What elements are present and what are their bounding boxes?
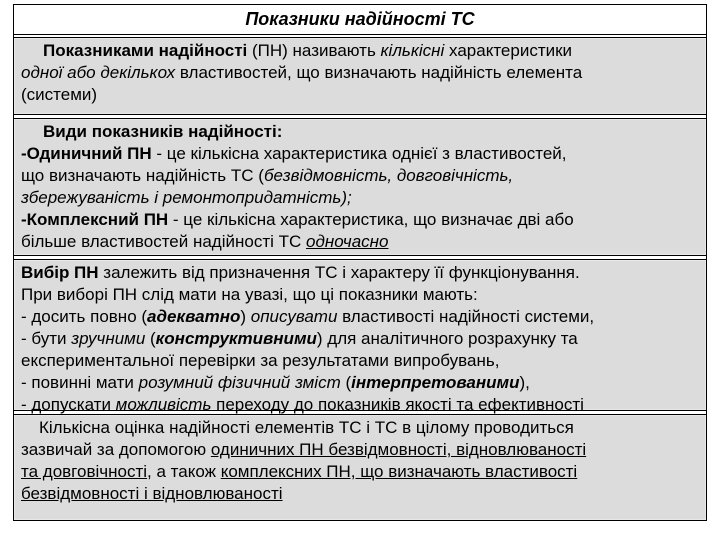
definition-line-3: (системи) — [21, 85, 98, 104]
assessment-line-1: Кількісна оцінка надійності елементів ТС і ТС в цілому проводиться — [39, 418, 574, 437]
selection-line-1: Вибір ПН залежить від призначення ТС і характеру її функціонування. — [21, 263, 580, 282]
single-line-1: -Одиничний ПН - це кількісна характеристика однієї з властивостей, — [21, 144, 567, 163]
types-block — [13, 118, 707, 256]
assessment-line-2: зазвичай за допомогою одиничних ПН безвідмовності, відновлюваності — [21, 440, 587, 459]
term-bold: Показниками надійності — [43, 41, 248, 60]
selection-block — [13, 259, 707, 414]
types-heading: Види показників надійності: — [43, 122, 283, 141]
assessment-line-4: безвідмовності і відновлюваності — [21, 484, 283, 503]
single-line-3: збережуваність і ремонтопридатність); — [21, 188, 352, 207]
selection-line-7: - допускати можливість переходу до показників якості та ефективності — [21, 395, 584, 414]
definition-line-2: одної або декількох властивостей, що визначають надійність елемента — [21, 63, 583, 82]
selection-line-2: При виборі ПН слід мати на увазі, що ці показники мають: — [21, 285, 478, 304]
selection-line-6: - повинні мати розумний фізичний зміст (інтерпретованими), — [21, 373, 530, 392]
complex-line-2: більше властивостей надійності ТС одночасно — [21, 232, 389, 251]
selection-line-3: - досить повно (адекватно) описувати властивості надійності системи, — [21, 307, 595, 326]
single-line-2: що визначають надійність ТС (безвідмовність, довговічність, — [21, 166, 514, 185]
selection-line-5: експериментальної перевірки за результатами випробувань, — [21, 351, 500, 370]
assessment-line-3: та довговічності, а також комплексних ПН, що визначають властивості — [21, 462, 578, 481]
selection-line-4: - бути зручними (конструктивними) для аналітичного розрахунку та — [21, 329, 578, 348]
page-title: Показники надійності ТС — [13, 4, 707, 35]
definition-block — [13, 37, 707, 115]
assessment-block — [13, 414, 707, 521]
definition-line-1: Показниками надійності (ПН) називають кількісні характеристики — [43, 41, 573, 60]
complex-line-1: -Комплексний ПН - це кількісна характеристика, що визначає дві або — [21, 210, 574, 229]
